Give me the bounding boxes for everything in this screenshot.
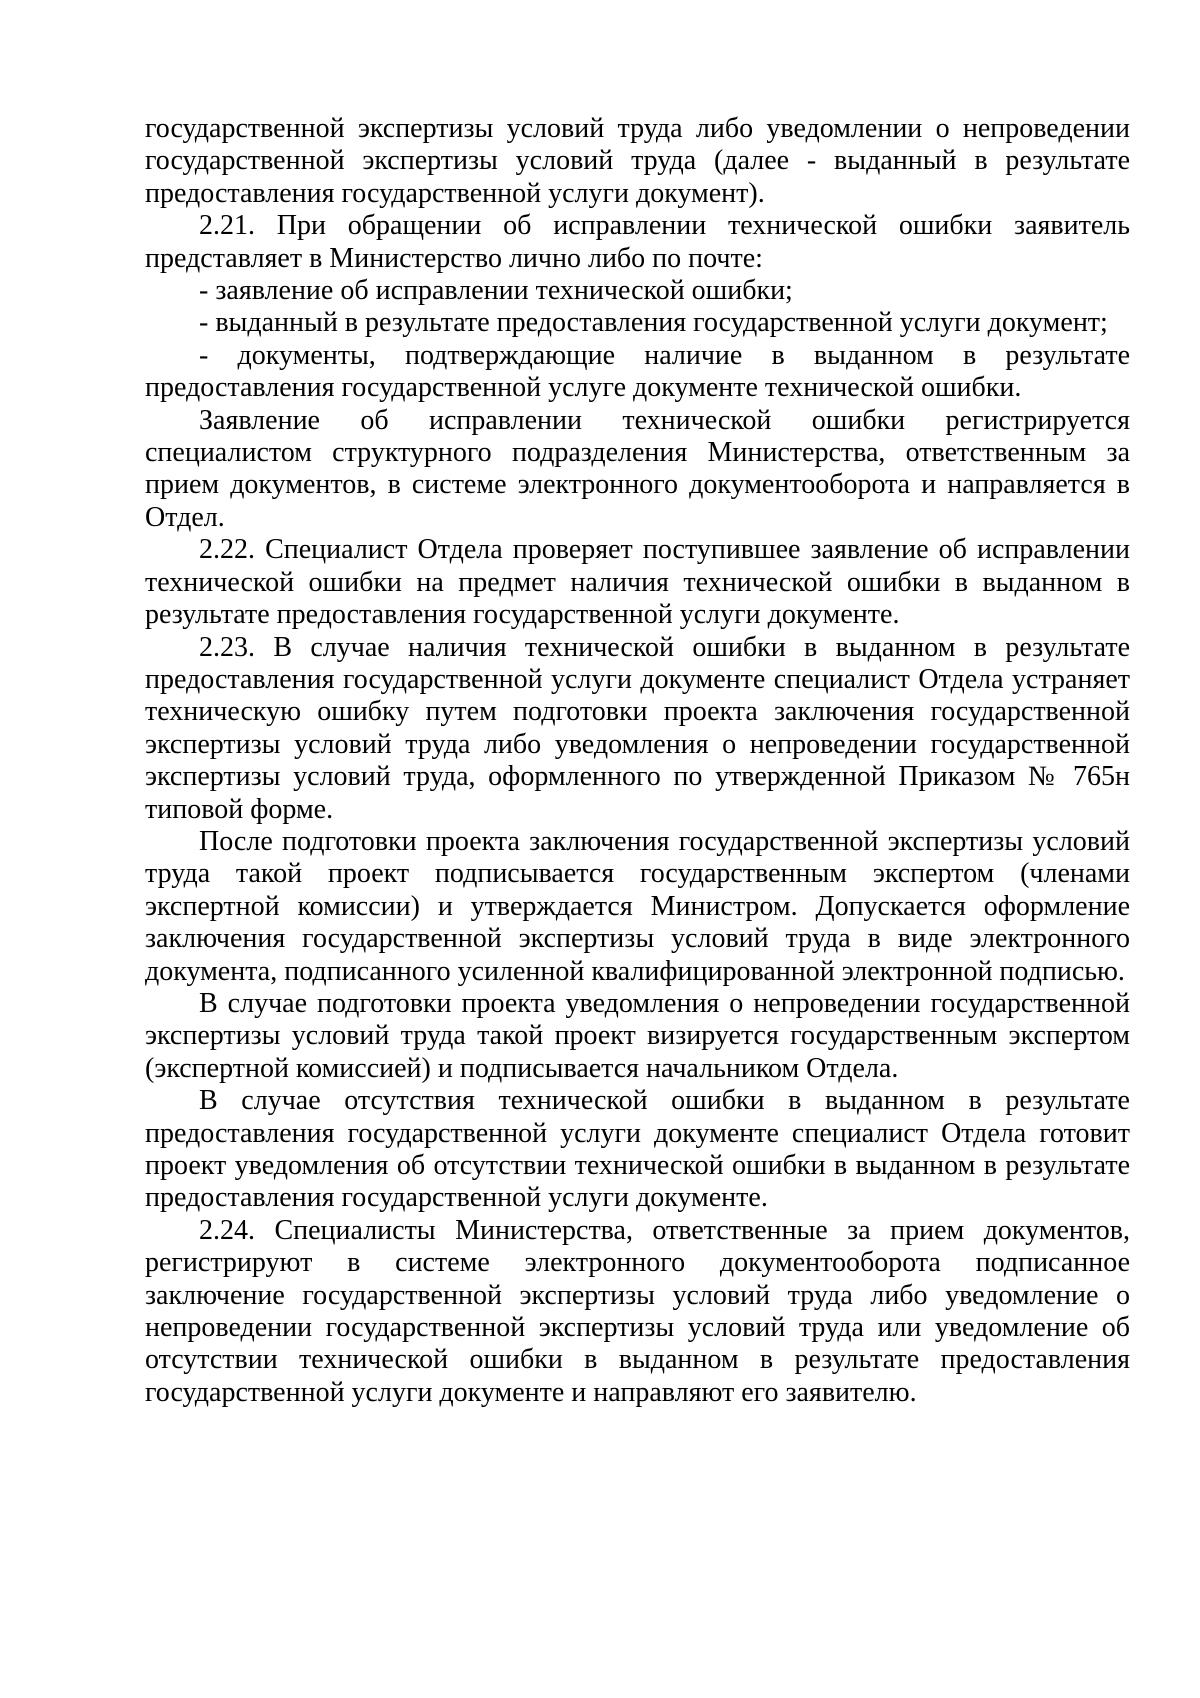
paragraph-conclusion-signing: После подготовки проекта заключения государственной экспертизы условий труда такой проект подписывается государственным экспертом (членами экспертной комиссии) и утверждается Министром. Допускается оформление заключения государственной экспертизы условий труда в виде электронного документа, подписанного усиленной квалифицированной электронной подписью.	[145, 825, 1130, 987]
paragraph-no-error: В случае отсутствия технической ошибки в выданном в результате предоставления государственной услуги документе специалист Отдела готовит проект уведомления об отсутствии технической ошибки в выданном в результате предоставления государственной услуги документе.	[145, 1085, 1130, 1214]
paragraph-2-21: 2.21. При обращении об исправлении технической ошибки заявитель представляет в Министерство лично либо по почте:	[145, 210, 1130, 274]
paragraph-continuation: государственной экспертизы условий труда либо уведомлении о непроведении государственной экспертизы условий труда (далее - выданный в результате предоставления государственной услуги документ).	[145, 113, 1130, 209]
paragraph-2-22: 2.22. Специалист Отдела проверяет поступившее заявление об исправлении технической ошибки на предмет наличия технической ошибки в выданном в результате предоставления государственной услуги документе.	[145, 534, 1130, 631]
list-item-issued-document: - выданный в результате предоставления государственной услуги документ;	[199, 307, 1108, 339]
paragraph-registration: Заявление об исправлении технической ошибки регистрируется специалистом структурного подразделения Министерства, ответственным за прием документов, в системе электронного документооборота и направляется в Отдел.	[145, 404, 1130, 533]
list-item-application: - заявление об исправлении технической ошибки;	[199, 275, 793, 307]
document-page	[145, 113, 1130, 1409]
paragraph-notice-signing: В случае подготовки проекта уведомления о непроведении государственной экспертизы условий труда такой проект визируется государственным экспертом (экспертной комиссией) и подписывается начальником Отдела.	[145, 987, 1130, 1084]
paragraph-2-23: 2.23. В случае наличия технической ошибки в выданном в результате предоставления государственной услуги документе специалист Отдела устраняет техническую ошибку путем подготовки проекта заключения государственной экспертизы условий труда либо уведомления о непроведении государственной экспертизы условий труда, оформленного по утвержденной Приказом № 765н типовой форме.	[145, 631, 1130, 825]
list-item-supporting-documents: - документы, подтверждающие наличие в выданном в результате предоставления государственной услуге документе технической ошибки.	[145, 339, 1130, 404]
paragraph-2-24: 2.24. Специалисты Министерства, ответственные за прием документов, регистрируют в системе электронного документооборота подписанное заключение государственной экспертизы условий труда либо уведомление о непроведении государственной экспертизы условий труда или уведомление об отсутствии технической ошибки в выданном в результате предоставления государственной услуги документе и направляют его заявителю.	[145, 1214, 1130, 1408]
